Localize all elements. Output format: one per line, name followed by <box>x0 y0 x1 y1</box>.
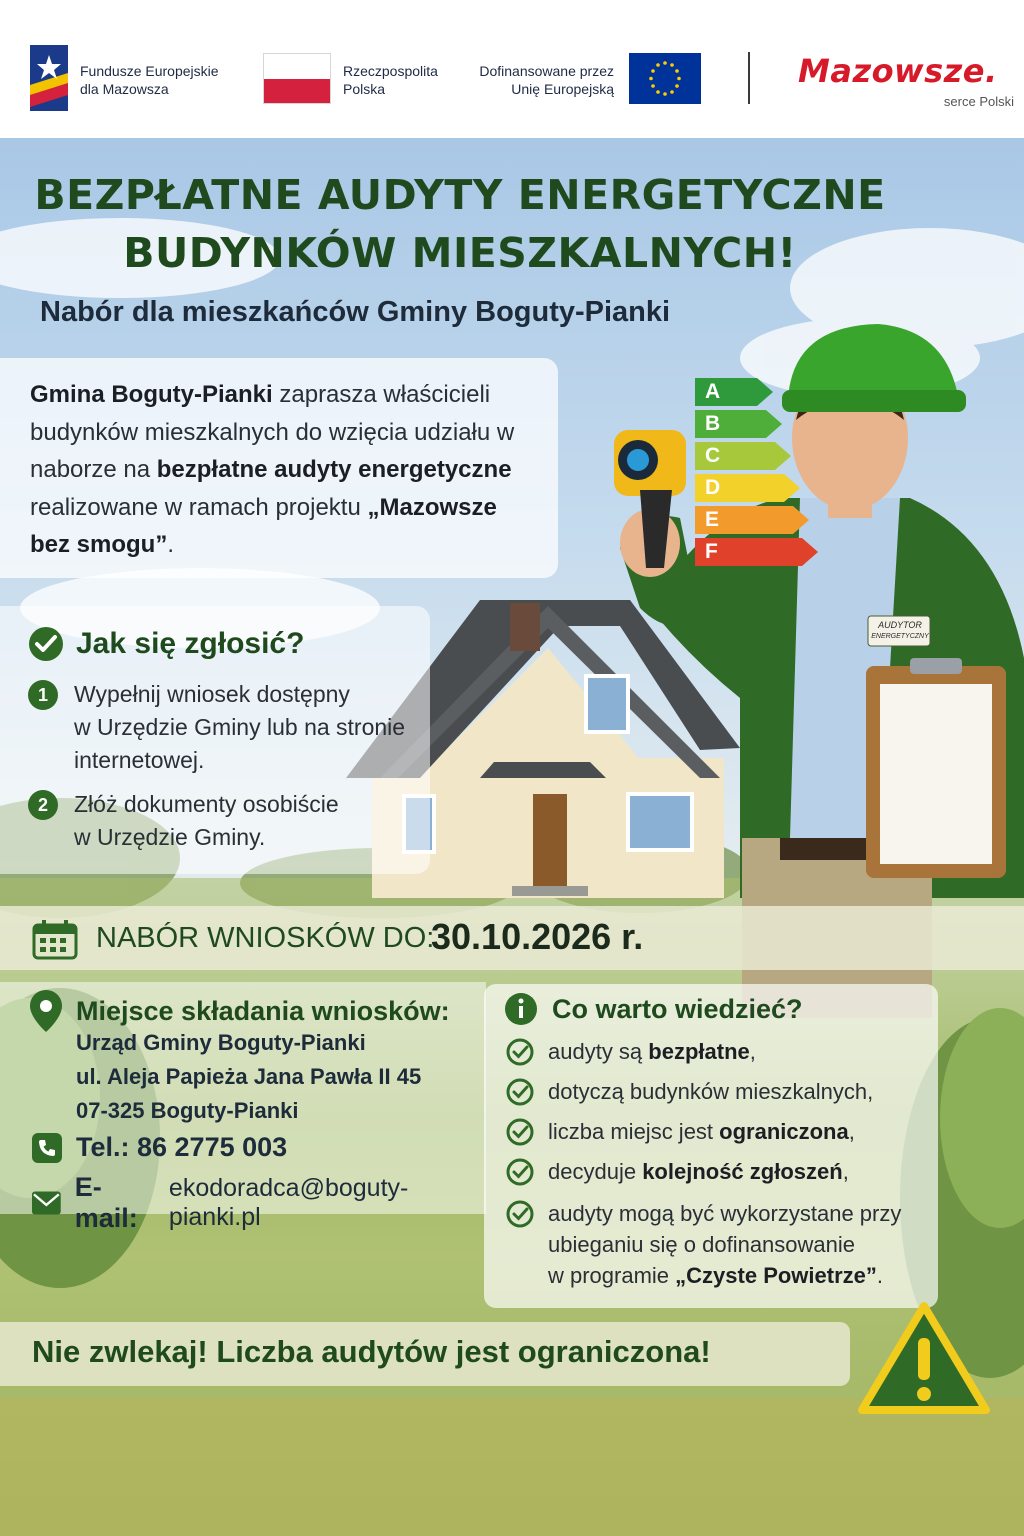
phone-row <box>32 1132 287 1163</box>
intro-project-name: „Mazowsze bez smogu” <box>30 493 497 558</box>
title-line-1: BEZPŁATNE AUDYTY ENERGETYCZNE <box>34 171 886 219</box>
info-item <box>506 1156 849 1187</box>
page-subtitle: Nabór dla mieszkańców Gminy Boguty-Pianki <box>40 296 671 328</box>
phone-icon <box>32 1133 62 1163</box>
check-circle-icon <box>506 1078 534 1106</box>
urgency-banner <box>0 1322 850 1386</box>
info-icon <box>504 992 538 1026</box>
office-name: Urząd Gminy Boguty-Pianki <box>76 1030 366 1055</box>
info-item <box>506 1198 901 1291</box>
step-text: Złóż dokumenty osobiście w Urzędzie Gminy. <box>74 791 339 850</box>
intro-highlight: bezpłatne audyty energetyczne <box>156 456 512 483</box>
info-title: Co warto wiedzieć? <box>552 993 803 1024</box>
badge-line-2: ENERGETYCZNY <box>871 633 929 640</box>
energy-class-e: E <box>695 506 811 534</box>
info-item-text: audyty mogą być wykorzystane przy ubieganiu się o dofinansowanie w programie „Czyste Powietrze”. <box>548 1201 902 1288</box>
eu-logo-text: Dofinansowane przez Unię Europejską <box>479 63 614 97</box>
info-item <box>506 1076 873 1107</box>
intro-text-2: realizowane w ramach projektu <box>30 493 368 521</box>
contact-title: Miejsce składania wniosków: <box>76 995 450 1026</box>
how-to-apply-title: Jak się zgłosić? <box>76 627 305 660</box>
mazowsze-logo: Mazowsze. <box>798 52 998 90</box>
check-circle-icon <box>506 1200 534 1228</box>
mazowsze-tagline: serce Polski <box>943 94 1014 109</box>
page-title <box>0 166 920 282</box>
step-number: 2 <box>28 790 58 820</box>
check-circle-icon <box>506 1118 534 1146</box>
check-circle-icon <box>506 1038 534 1066</box>
logo-bar <box>0 0 1024 138</box>
office-street: ul. Aleja Papieża Jana Pawła II 45 <box>76 1064 422 1089</box>
intro-municipality: Gmina Boguty-Pianki <box>30 381 273 408</box>
energy-class-f: F <box>695 538 820 566</box>
check-circle-icon <box>28 626 64 662</box>
fe-logo-text: Fundusze Europejskie dla Mazowsza <box>80 63 219 97</box>
badge-line-1: AUDYTOR <box>878 620 922 630</box>
info-panel <box>484 984 938 1308</box>
check-circle-icon <box>506 1158 534 1186</box>
phone-number[interactable]: Tel.: 86 2775 003 <box>76 1132 288 1162</box>
eu-flag-icon <box>629 53 701 104</box>
envelope-icon <box>32 1191 61 1215</box>
energy-class-b: B <box>695 410 784 438</box>
step-1 <box>28 678 405 777</box>
title-line-2: BUDYNKÓW MIESZKALNYCH! <box>123 229 797 277</box>
email-row <box>32 1172 486 1234</box>
deadline-date: 30.10.2026 r. <box>431 916 644 957</box>
urgency-text: Nie zwlekaj! Liczba audytów jest ograniczona! <box>32 1334 711 1369</box>
info-item-text: audyty są bezpłatne, <box>548 1039 756 1064</box>
energy-class-a: A <box>695 378 775 406</box>
office-city: 07-325 Boguty-Pianki <box>76 1098 299 1123</box>
calendar-icon <box>32 920 78 960</box>
step-text: Wypełnij wniosek dostępny w Urzędzie Gminy lub na stronie internetowej. <box>74 681 406 773</box>
contact-header <box>30 990 450 1032</box>
how-to-apply-header <box>28 626 304 662</box>
info-item-text: liczba miejsc jest ograniczona, <box>548 1119 855 1144</box>
energy-class-d: D <box>695 474 802 502</box>
deadline-label: NABÓR WNIOSKÓW DO: <box>96 922 435 954</box>
how-to-apply-panel <box>0 606 430 874</box>
email-address[interactable]: ekodoradca@boguty-pianki.pl <box>168 1174 409 1231</box>
step-2 <box>28 788 339 854</box>
logo-divider <box>748 52 750 104</box>
info-header <box>504 992 803 1026</box>
step-number: 1 <box>28 680 58 710</box>
energy-rating-scale <box>695 378 825 568</box>
pl-logo-text: Rzeczpospolita Polska <box>343 63 438 97</box>
info-item-text: decyduje kolejność zgłoszeń, <box>548 1159 849 1184</box>
location-pin-icon <box>30 990 62 1032</box>
intro-panel <box>0 358 558 578</box>
deadline-strip <box>0 906 1024 970</box>
intro-text-1: zaprasza właścicieli budynków mieszkalnych do wzięcia udziału w naborze na <box>30 381 515 483</box>
energy-class-c: C <box>695 442 793 470</box>
info-item-text: dotyczą budynków mieszkalnych, <box>548 1079 874 1104</box>
info-item <box>506 1116 855 1147</box>
intro-text-3: . <box>167 531 175 558</box>
auditor-badge <box>870 620 930 642</box>
email-label: E-mail: <box>74 1172 138 1233</box>
european-funds-logo <box>30 45 68 111</box>
poland-flag-icon <box>263 53 331 104</box>
warning-icon <box>856 1300 992 1418</box>
contact-panel <box>0 982 486 1233</box>
info-item <box>506 1036 756 1067</box>
